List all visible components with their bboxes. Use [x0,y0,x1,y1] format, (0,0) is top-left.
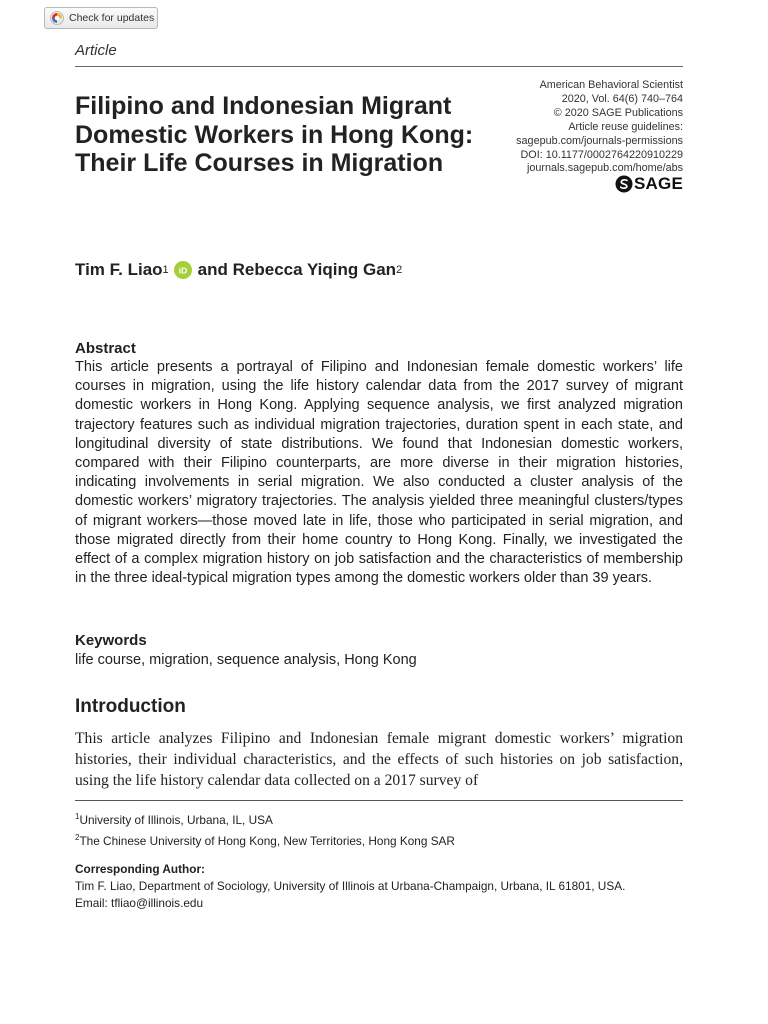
svg-text:iD: iD [178,265,187,276]
author-2-name: and Rebecca Yiqing Gan [197,260,397,279]
article-type-label: Article [75,42,117,59]
keywords-text: life course, migration, sequence analysis, Hong Kong [75,652,417,668]
journal-home-link[interactable]: journals.sagepub.com/home/abs [526,162,683,175]
affiliation-2-mark: 2 [75,832,80,842]
check-for-updates-label: Check for updates [69,12,155,24]
sage-logo-icon [615,175,633,193]
keywords-heading: Keywords [75,632,147,649]
journal-info [453,79,683,176]
journal-volume: 2020, Vol. 64(6) 740–764 [561,92,683,105]
introduction-text: This article analyzes Filipino and Indonesian female migrant domestic workers’ migration histories, their individual characteristics, and the effects of such histories on job satisfaction, using the life history calendar data collected on a 2017 survey of [75,730,683,789]
corresponding-author-text: Tim F. Liao, Department of Sociology, University of Illinois at Urbana-Champaign, Urbana, IL 61801, USA. [75,878,626,893]
footnotes [75,808,683,912]
footnote-divider [75,800,683,801]
header-divider [75,66,683,67]
abstract-text: This article presents a portrayal of Filipino and Indonesian female domestic workers’ life courses in migration, using the life history calendar data from the 2017 survey of migrant domestic workers in Hong Kong. Applying sequence analysis, we first analyzed migration trajectory features such as individual migration trajectories, duration spent in each state, and longitudinal diversity of state distributions. We found that Indonesian domestic workers, compared with their Filipino counterparts, are more diverse in their migration histories, indicating involvements in serial migration. We also conducted a cluster analysis of the domestic workers’ migratory trajectories. The analysis yielded three meaningful clusters/types of migrant workers—those moved late in life, those who participated in serial migration, and those migrated directly from their home country to Hong Kong. Finally, we investigated the effect of a complex migration history on job satisfaction and the characteristics of membership in the three ideal-typical migration types among the domestic workers older than 39 years. [75,359,683,587]
author-1-name: Tim F. Liao [75,260,163,279]
affiliation-2-text: The Chinese University of Hong Kong, New Territories, Hong Kong SAR [79,833,455,848]
sage-logo-text: SAGE [634,174,683,193]
check-for-updates-button[interactable] [44,7,158,29]
affiliation-1 [75,808,683,829]
abstract-heading: Abstract [75,340,136,357]
orcid-icon[interactable] [174,261,192,279]
affiliation-1-text: University of Illinois, Urbana, IL, USA [79,812,273,827]
affiliation-2 [75,829,683,850]
introduction-heading: Introduction [75,696,186,717]
corresponding-author-email[interactable]: Email: tfliao@illinois.edu [75,895,204,910]
journal-name: American Behavioral Scientist [539,79,683,91]
affiliation-1-mark: 1 [75,812,80,821]
sage-logo [615,174,683,194]
doi-link[interactable]: DOI: 10.1177/0002764220910229 [520,148,683,161]
reuse-guidelines-link[interactable]: sagepub.com/journals-permissions [516,134,683,147]
reuse-guidelines-label: Article reuse guidelines: [568,120,683,133]
corresponding-author-heading: Corresponding Author: [75,861,205,876]
author-list: Tim F. Liao 1 iD and Rebecca Yiqing Gan 2 [75,260,403,279]
article-title: Filipino and Indonesian Migrant Domestic Workers in Hong Kong: Their Life Courses in Migration [75,92,474,177]
journal-copyright: © 2020 SAGE Publications [553,106,683,119]
crossmark-icon [50,11,64,25]
